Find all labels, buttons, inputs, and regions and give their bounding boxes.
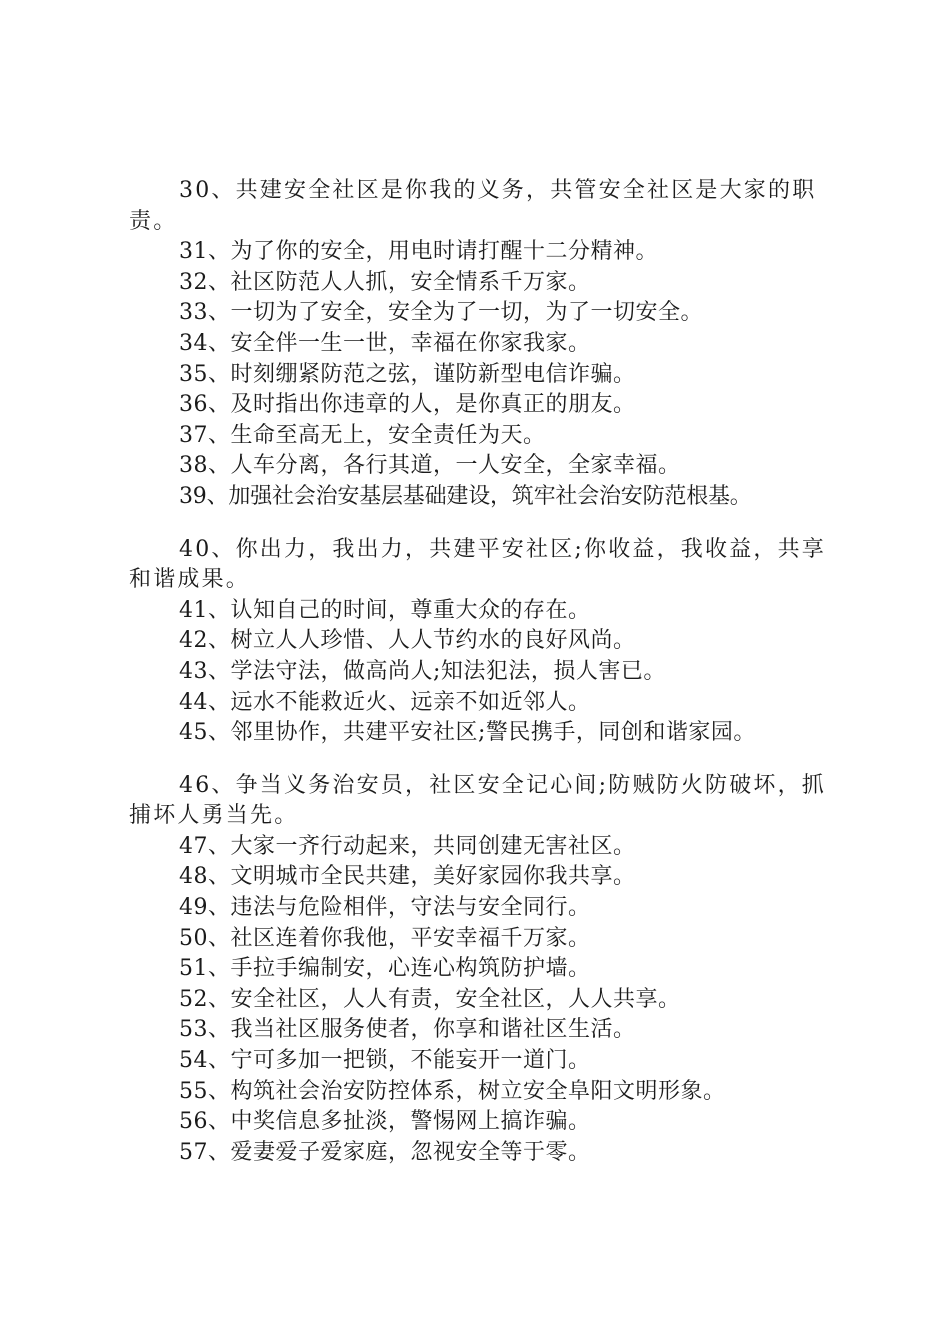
list-item: 34、安全伴一生一世，幸福在你家我家。 xyxy=(179,330,591,356)
list-item: 57、爱妻爱子爱家庭，忽视安全等于零。 xyxy=(179,1139,591,1165)
list-item: 49、违法与危险相伴，守法与安全同行。 xyxy=(179,895,591,921)
list-item: 51、手拉手编制安，心连心构筑防护墙。 xyxy=(179,956,591,982)
list-item: 39、加强社会治安基层基础建设，筑牢社会治安防范根基。 xyxy=(179,483,752,509)
list-item: 44、远水不能救近火、远亲不如近邻人。 xyxy=(179,689,591,715)
list-item: 43、学法守法，做高尚人;知法犯法，损人害已。 xyxy=(179,658,666,684)
list-item: 33、一切为了安全，安全为了一切，为了一切安全。 xyxy=(179,300,703,326)
list-item: 32、社区防范人人抓，安全情系千万家。 xyxy=(179,269,591,295)
list-item: 48、文明城市全民共建，美好家园你我共享。 xyxy=(179,864,636,890)
slogan-group-2 xyxy=(129,535,849,749)
list-item: 54、宁可多加一把锁，不能妄开一道门。 xyxy=(179,1048,591,1074)
list-item: 47、大家一齐行动起来，共同创建无害社区。 xyxy=(179,833,636,859)
list-item: 46、争当义务治安员，社区安全记心间;防贼防火防破坏，抓捕坏人勇当先。 xyxy=(129,772,827,829)
paragraph-gap xyxy=(129,513,849,535)
slogan-group-3 xyxy=(129,771,849,1169)
list-item: 50、社区连着你我他，平安幸福千万家。 xyxy=(179,925,591,951)
list-item: 52、安全社区，人人有责，安全社区，人人共享。 xyxy=(179,986,681,1012)
list-item: 41、认知自己的时间，尊重大众的存在。 xyxy=(179,597,591,623)
list-item: 53、我当社区服务使者，你享和谐社区生活。 xyxy=(179,1017,636,1043)
list-item: 38、人车分离，各行其道，一人安全，全家幸福。 xyxy=(179,453,681,479)
slogan-group-1 xyxy=(129,176,849,513)
list-item: 37、生命至高无上，安全责任为天。 xyxy=(179,422,546,448)
list-item: 36、及时指出你违章的人，是你真正的朋友。 xyxy=(179,392,636,418)
list-item: 35、时刻绷紧防范之弦，谨防新型电信诈骗。 xyxy=(179,361,636,387)
list-item: 42、树立人人珍惜、人人节约水的良好风尚。 xyxy=(179,628,636,654)
list-item: 30、共建安全社区是你我的义务，共管安全社区是大家的职责。 xyxy=(129,178,817,234)
paragraph-gap xyxy=(129,749,849,771)
list-item: 56、中奖信息多扯淡，警惕网上搞诈骗。 xyxy=(179,1109,591,1135)
list-item: 31、为了你的安全，用电时请打醒十二分精神。 xyxy=(179,239,658,265)
document-body xyxy=(129,176,849,1168)
list-item: 40、你出力，我出力，共建平安社区;你收益，我收益，共享和谐成果。 xyxy=(129,536,827,593)
list-item: 45、邻里协作，共建平安社区;警民携手，同创和谐家园。 xyxy=(179,720,756,746)
list-item: 55、构筑社会治安防控体系，树立安全阜阳文明形象。 xyxy=(179,1078,726,1104)
